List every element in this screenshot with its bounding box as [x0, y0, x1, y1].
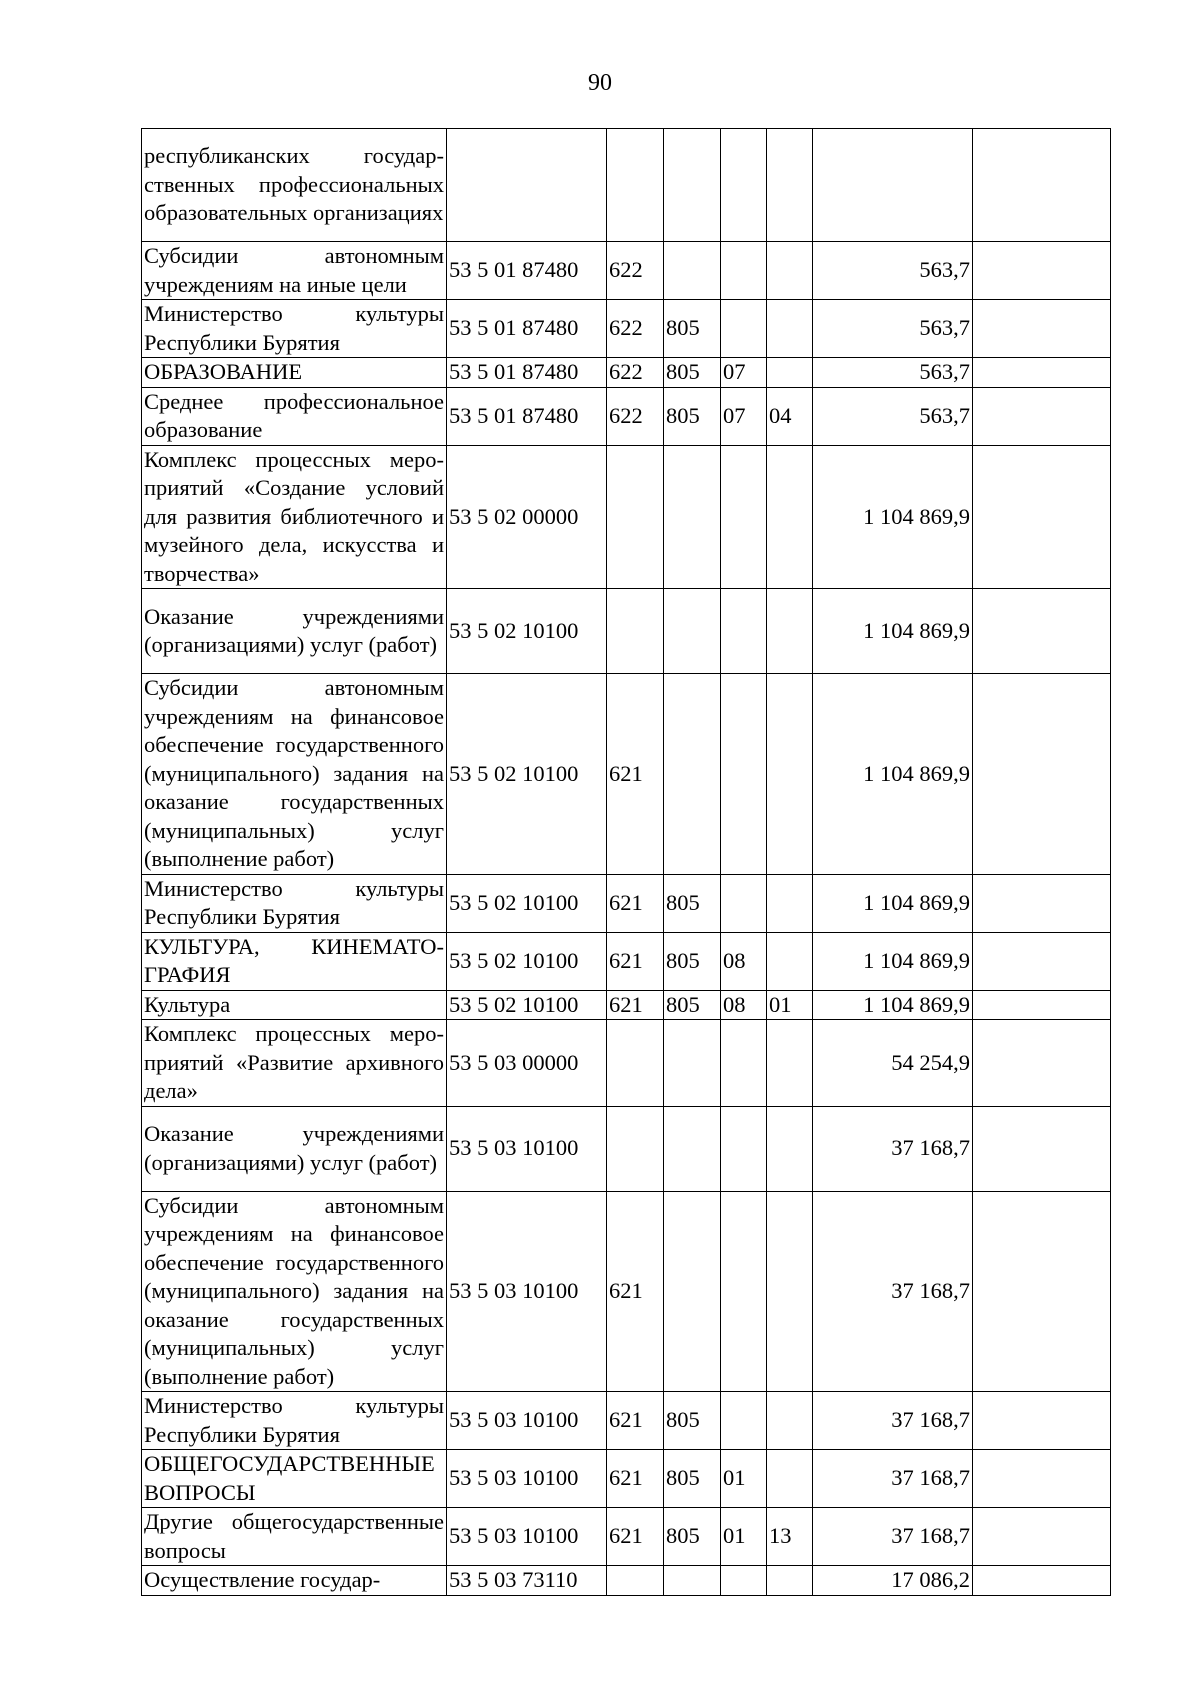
row-amount: 54 254,9 — [813, 1020, 973, 1107]
row-pr — [767, 1392, 813, 1450]
row-extra — [973, 589, 1111, 674]
row-rz — [721, 1392, 767, 1450]
row-rz — [721, 129, 767, 242]
row-extra — [973, 129, 1111, 242]
row-rz — [721, 1020, 767, 1107]
row-extra — [973, 1508, 1111, 1566]
row-rz: 07 — [721, 358, 767, 388]
row-grbs — [664, 1566, 721, 1596]
row-vr: 622 — [607, 358, 664, 388]
row-rz — [721, 242, 767, 300]
row-pr: 01 — [767, 990, 813, 1020]
row-name: Министерство культуры Республики Бурятия — [142, 300, 447, 358]
row-grbs — [664, 1106, 721, 1191]
row-extra — [973, 990, 1111, 1020]
row-name: Комплекс процессных мероприятий «Создание условий для развития библиотечного и музейного дела, искусства и творчества» — [142, 445, 447, 589]
row-amount: 37 168,7 — [813, 1191, 973, 1392]
row-name: ОБЩЕГОСУДАРСТВЕННЫЕ ВОПРОСЫ — [142, 1450, 447, 1508]
row-pr — [767, 1020, 813, 1107]
row-vr — [607, 1566, 664, 1596]
row-rz — [721, 1106, 767, 1191]
row-code: 53 5 03 10100 — [447, 1450, 607, 1508]
row-vr — [607, 1020, 664, 1107]
row-vr: 621 — [607, 1508, 664, 1566]
row-code: 53 5 02 10100 — [447, 932, 607, 990]
page-number: 90 — [588, 70, 612, 96]
row-amount: 563,7 — [813, 358, 973, 388]
row-code: 53 5 02 10100 — [447, 874, 607, 932]
row-extra — [973, 674, 1111, 875]
row-extra — [973, 1191, 1111, 1392]
row-vr: 622 — [607, 387, 664, 445]
row-pr — [767, 129, 813, 242]
row-name: КУЛЬТУРА, КИНЕМАТОГРАФИЯ — [142, 932, 447, 990]
row-extra — [973, 387, 1111, 445]
row-pr — [767, 1566, 813, 1596]
row-pr — [767, 445, 813, 589]
row-grbs: 805 — [664, 300, 721, 358]
table-row — [142, 1566, 1111, 1596]
table-row — [142, 1392, 1111, 1450]
row-name: Министерство культуры Республики Бурятия — [142, 874, 447, 932]
row-code: 53 5 02 10100 — [447, 674, 607, 875]
table-row — [142, 1450, 1111, 1508]
row-amount: 1 104 869,9 — [813, 932, 973, 990]
row-pr: 13 — [767, 1508, 813, 1566]
row-pr — [767, 1106, 813, 1191]
row-vr — [607, 1106, 664, 1191]
table-row — [142, 129, 1111, 242]
row-amount: 1 104 869,9 — [813, 674, 973, 875]
row-code: 53 5 02 10100 — [447, 589, 607, 674]
row-rz — [721, 674, 767, 875]
row-name: Субсидии автономным учреждениям на финансовое обеспечение государственного (муниципального) задания на оказание государственных (муниципальных) услуг (выполнение работ) — [142, 1191, 447, 1392]
row-extra — [973, 1392, 1111, 1450]
row-pr — [767, 932, 813, 990]
row-extra — [973, 1106, 1111, 1191]
row-vr: 621 — [607, 1450, 664, 1508]
row-vr — [607, 445, 664, 589]
row-code: 53 5 03 73110 — [447, 1566, 607, 1596]
table-row — [142, 300, 1111, 358]
row-code: 53 5 03 10100 — [447, 1191, 607, 1392]
row-code: 53 5 01 87480 — [447, 358, 607, 388]
row-vr: 622 — [607, 242, 664, 300]
row-amount: 563,7 — [813, 387, 973, 445]
row-extra — [973, 1450, 1111, 1508]
row-pr — [767, 1191, 813, 1392]
row-grbs — [664, 589, 721, 674]
row-grbs: 805 — [664, 874, 721, 932]
row-grbs: 805 — [664, 358, 721, 388]
table-row — [142, 445, 1111, 589]
row-name: республиканских государственных профессиональных образовательных организациях — [142, 129, 447, 242]
table-row — [142, 1508, 1111, 1566]
row-vr — [607, 589, 664, 674]
row-amount: 37 168,7 — [813, 1392, 973, 1450]
row-name: Министерство культуры Республики Бурятия — [142, 1392, 447, 1450]
row-rz — [721, 1566, 767, 1596]
row-grbs: 805 — [664, 1392, 721, 1450]
row-name: ОБРАЗОВАНИЕ — [142, 358, 447, 388]
row-vr: 621 — [607, 1392, 664, 1450]
row-grbs: 805 — [664, 932, 721, 990]
table-row — [142, 1191, 1111, 1392]
row-extra — [973, 874, 1111, 932]
row-vr: 621 — [607, 990, 664, 1020]
table-row — [142, 387, 1111, 445]
row-grbs — [664, 674, 721, 875]
table-row — [142, 358, 1111, 388]
row-rz: 01 — [721, 1450, 767, 1508]
row-code: 53 5 02 00000 — [447, 445, 607, 589]
row-grbs — [664, 242, 721, 300]
row-name: Оказание учреждениями (организациями) услуг (работ) — [142, 1106, 447, 1191]
row-amount: 37 168,7 — [813, 1450, 973, 1508]
row-amount: 1 104 869,9 — [813, 990, 973, 1020]
row-extra — [973, 300, 1111, 358]
row-pr — [767, 300, 813, 358]
budget-table — [141, 128, 1111, 1596]
row-code: 53 5 03 10100 — [447, 1106, 607, 1191]
row-code: 53 5 01 87480 — [447, 242, 607, 300]
row-grbs — [664, 445, 721, 589]
row-extra — [973, 242, 1111, 300]
row-grbs: 805 — [664, 387, 721, 445]
row-pr — [767, 674, 813, 875]
table-row — [142, 242, 1111, 300]
row-name: Оказание учреждениями (организациями) услуг (работ) — [142, 589, 447, 674]
table-row — [142, 1020, 1111, 1107]
row-pr — [767, 874, 813, 932]
row-name: Культура — [142, 990, 447, 1020]
row-rz: 07 — [721, 387, 767, 445]
row-rz — [721, 589, 767, 674]
row-code: 53 5 03 00000 — [447, 1020, 607, 1107]
row-pr — [767, 1450, 813, 1508]
row-name: Другие общегосударственные вопросы — [142, 1508, 447, 1566]
row-rz: 01 — [721, 1508, 767, 1566]
row-code: 53 5 01 87480 — [447, 387, 607, 445]
row-extra — [973, 1566, 1111, 1596]
table-row — [142, 1106, 1111, 1191]
row-rz: 08 — [721, 932, 767, 990]
table-row — [142, 589, 1111, 674]
table-row — [142, 990, 1111, 1020]
row-grbs — [664, 1020, 721, 1107]
row-amount — [813, 129, 973, 242]
row-vr: 621 — [607, 874, 664, 932]
row-rz — [721, 1191, 767, 1392]
row-amount: 37 168,7 — [813, 1106, 973, 1191]
row-vr: 621 — [607, 674, 664, 875]
row-code — [447, 129, 607, 242]
row-amount: 1 104 869,9 — [813, 874, 973, 932]
row-vr: 621 — [607, 932, 664, 990]
table-row — [142, 932, 1111, 990]
row-extra — [973, 932, 1111, 990]
row-grbs: 805 — [664, 1450, 721, 1508]
row-name: Осуществление государ- — [142, 1566, 447, 1596]
row-pr — [767, 358, 813, 388]
row-pr — [767, 589, 813, 674]
row-code: 53 5 01 87480 — [447, 300, 607, 358]
row-rz — [721, 300, 767, 358]
row-vr: 622 — [607, 300, 664, 358]
row-name: Субсидии автономным учреждениям на иные цели — [142, 242, 447, 300]
row-vr: 621 — [607, 1191, 664, 1392]
table-row — [142, 874, 1111, 932]
row-name: Комплекс процессных мероприятий «Развитие архивного дела» — [142, 1020, 447, 1107]
row-extra — [973, 358, 1111, 388]
row-name: Субсидии автономным учреждениям на финансовое обеспечение государственного (муниципального) задания на оказание государственных (муниципальных) услуг (выполнение работ) — [142, 674, 447, 875]
row-grbs — [664, 129, 721, 242]
row-code: 53 5 03 10100 — [447, 1508, 607, 1566]
row-rz: 08 — [721, 990, 767, 1020]
table-row — [142, 674, 1111, 875]
row-code: 53 5 03 10100 — [447, 1392, 607, 1450]
row-extra — [973, 1020, 1111, 1107]
row-grbs — [664, 1191, 721, 1392]
row-amount: 563,7 — [813, 300, 973, 358]
row-code: 53 5 02 10100 — [447, 990, 607, 1020]
row-name: Среднее профессиональное образование — [142, 387, 447, 445]
row-extra — [973, 445, 1111, 589]
row-vr — [607, 129, 664, 242]
row-amount: 1 104 869,9 — [813, 589, 973, 674]
row-pr: 04 — [767, 387, 813, 445]
row-amount: 17 086,2 — [813, 1566, 973, 1596]
row-rz — [721, 445, 767, 589]
row-amount: 563,7 — [813, 242, 973, 300]
row-pr — [767, 242, 813, 300]
row-amount: 1 104 869,9 — [813, 445, 973, 589]
row-amount: 37 168,7 — [813, 1508, 973, 1566]
row-grbs: 805 — [664, 1508, 721, 1566]
row-grbs: 805 — [664, 990, 721, 1020]
row-rz — [721, 874, 767, 932]
